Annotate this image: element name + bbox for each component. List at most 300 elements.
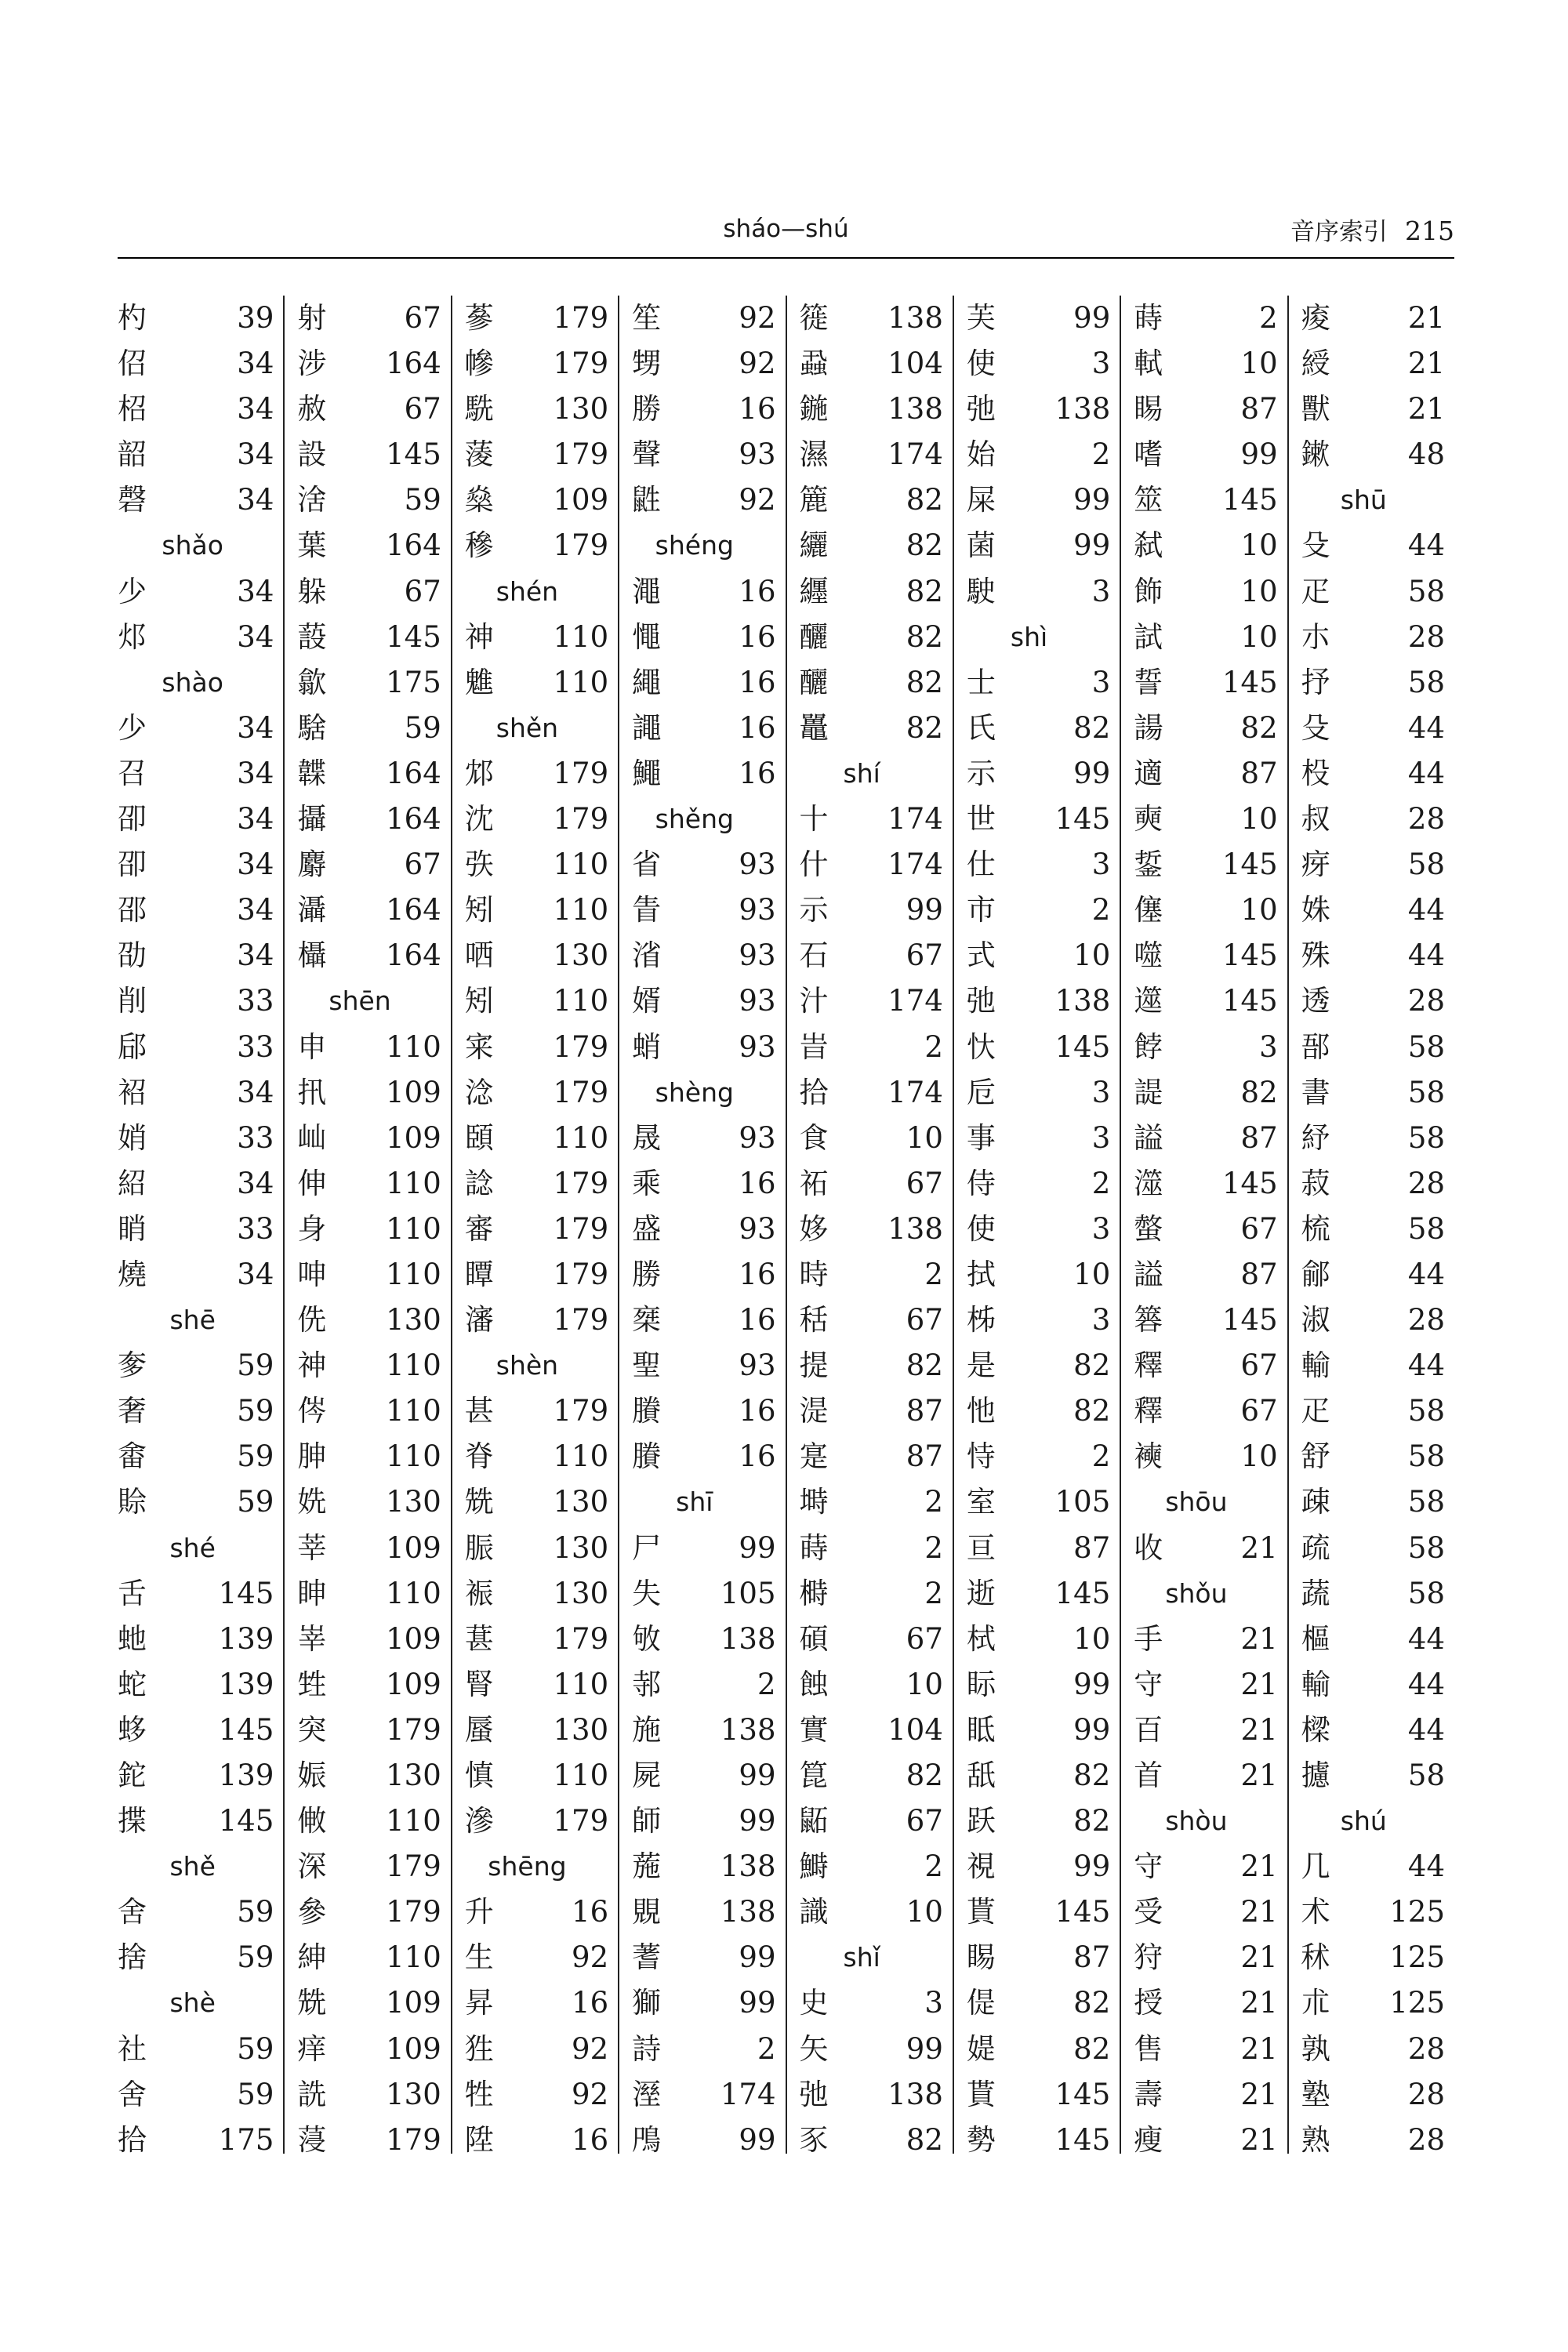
index-entry [954, 1844, 1120, 1889]
index-entry [285, 1889, 450, 1935]
index-entry [285, 1526, 450, 1571]
entry-character: 卲 [118, 802, 147, 837]
entry-character: 涉 [297, 347, 327, 381]
entry-page: 44 [1407, 1712, 1445, 1747]
index-label [1290, 212, 1454, 247]
index-entry [954, 1070, 1120, 1116]
entry-character: 失 [632, 1576, 662, 1610]
index-entry [118, 341, 283, 387]
index-entry [1121, 1434, 1287, 1479]
entry-character: 售 [1134, 2031, 1163, 2066]
index-entry [619, 1526, 785, 1571]
entry-page: 145 [1222, 984, 1278, 1018]
index-entry [787, 569, 953, 615]
entry-character: 神 [297, 1348, 327, 1383]
entry-character: 脤 [464, 1530, 494, 1565]
entry-page: 67 [1240, 1211, 1278, 1246]
index-entry [787, 842, 953, 887]
entry-character: 淰 [464, 1075, 494, 1109]
pinyin-heading: shōu [1165, 1486, 1228, 1518]
entry-page: 125 [1389, 1986, 1445, 2020]
entry-page: 105 [1054, 1485, 1111, 1519]
entry-character: 勝 [632, 1257, 662, 1291]
index-entry [954, 341, 1120, 387]
index-entry [285, 1116, 450, 1161]
entry-character: 葚 [464, 1621, 494, 1656]
index-entry [118, 1753, 283, 1798]
entry-page: 93 [739, 984, 776, 1018]
entry-character: 弛 [966, 392, 996, 426]
entry-character: 乘 [632, 1166, 662, 1200]
index-entry [452, 2072, 618, 2118]
entry-page: 16 [739, 392, 776, 426]
entry-character: 蝕 [799, 1667, 829, 1701]
index-entry [619, 296, 785, 341]
entry-page: 2 [1091, 893, 1111, 927]
index-entry [1121, 1025, 1287, 1070]
entry-character: 瞫 [464, 1257, 494, 1291]
entry-page: 174 [887, 848, 943, 882]
entry-page: 59 [237, 1895, 274, 1929]
entry-character: 姺 [297, 1485, 327, 1519]
index-entry [1121, 887, 1287, 933]
index-entry [118, 2072, 283, 2118]
index-entry [118, 296, 283, 341]
entry-page: 179 [553, 1303, 609, 1338]
entry-page: 109 [386, 1120, 441, 1155]
index-entry [619, 933, 785, 978]
index-entry [787, 1116, 953, 1161]
index-entry [285, 1161, 450, 1207]
index-entry [619, 1798, 785, 1844]
index-entry [954, 296, 1120, 341]
entry-page: 58 [1407, 574, 1445, 608]
entry-page: 21 [1240, 1895, 1278, 1929]
entry-character: 屾 [297, 1120, 327, 1155]
entry-page: 109 [386, 1621, 441, 1656]
index-entry [1289, 341, 1454, 387]
index-entry [954, 887, 1120, 933]
index-entry [619, 1025, 785, 1070]
entry-character: 溼 [632, 2077, 662, 2111]
entry-page: 2 [1091, 437, 1111, 472]
entry-character: 諹 [1134, 710, 1163, 745]
entry-page: 130 [553, 938, 609, 973]
entry-page: 21 [1240, 1849, 1278, 1884]
index-entry [1289, 1753, 1454, 1798]
index-entry [118, 1116, 283, 1161]
entry-character: 騇 [297, 710, 327, 745]
entry-page: 33 [237, 1211, 274, 1246]
entry-page: 130 [386, 1485, 441, 1519]
entry-page: 59 [237, 2077, 274, 2111]
entry-page: 21 [1240, 1530, 1278, 1565]
index-entry [285, 887, 450, 933]
index-entry [619, 1935, 785, 1980]
entry-page: 10 [1240, 893, 1278, 927]
index-entry [787, 1662, 953, 1708]
entry-page: 130 [553, 392, 609, 426]
entry-page: 110 [553, 893, 609, 927]
entry-page: 93 [739, 437, 776, 472]
entry-character: 紹 [118, 1166, 147, 1200]
entry-page: 67 [404, 301, 441, 335]
entry-page: 21 [1240, 2031, 1278, 2066]
index-entry [285, 1252, 450, 1298]
index-entry [118, 978, 283, 1024]
index-entry [452, 1388, 618, 1434]
entry-character: 渻 [632, 938, 662, 973]
index-entry [452, 1662, 618, 1708]
entry-character: 魋 [464, 665, 494, 699]
entry-character: 韶 [118, 437, 147, 472]
entry-page: 179 [386, 1895, 441, 1929]
entry-character: 兟 [464, 1485, 494, 1519]
entry-page: 130 [386, 1759, 441, 1792]
entry-page: 28 [1407, 2031, 1445, 2066]
entry-page: 10 [906, 1120, 943, 1155]
index-entry [1289, 842, 1454, 887]
entry-character: 識 [799, 1895, 829, 1929]
entry-page: 44 [1407, 893, 1445, 927]
entry-character: 忚 [966, 1394, 996, 1428]
entry-character: 甥 [632, 347, 662, 381]
index-entry [285, 523, 450, 568]
entry-character: 尸 [632, 1530, 662, 1565]
entry-character: 舌 [118, 1576, 147, 1610]
entry-character: 簏 [799, 483, 829, 517]
index-entry [954, 1708, 1120, 1753]
index-entry [118, 1343, 283, 1388]
entry-page: 138 [1054, 984, 1111, 1018]
index-entry [452, 2118, 618, 2163]
entry-character: 郚 [1301, 1029, 1330, 1064]
pinyin-range: sháo—shú [723, 215, 849, 243]
index-entry [118, 842, 283, 887]
entry-page: 164 [386, 528, 441, 563]
entry-character: 邥 [464, 756, 494, 790]
entry-page: 59 [404, 710, 441, 745]
entry-page: 28 [1407, 2077, 1445, 2111]
entry-character: 受 [1134, 1895, 1163, 1929]
entry-page: 16 [739, 1394, 776, 1428]
entry-page: 67 [906, 1166, 943, 1200]
entry-character: 朮 [1301, 1986, 1330, 2020]
entry-character: 矧 [464, 893, 494, 927]
index-entry [787, 1798, 953, 1844]
entry-character: 鏉 [1301, 437, 1330, 472]
entry-page: 34 [237, 710, 274, 745]
index-entry [954, 2118, 1120, 2163]
entry-character: 視 [966, 1849, 996, 1884]
entry-page: 2 [1091, 1166, 1111, 1200]
index-entry [787, 1025, 953, 1070]
index-entry [285, 296, 450, 341]
pinyin-heading: shī [676, 1486, 713, 1518]
entry-page: 82 [906, 1759, 943, 1792]
entry-page: 125 [1389, 1895, 1445, 1929]
index-entry [954, 387, 1120, 432]
index-entry [954, 2027, 1120, 2072]
entry-page: 2 [1259, 301, 1278, 335]
entry-character: 媞 [966, 2031, 996, 2066]
entry-page: 145 [218, 1712, 274, 1747]
entry-character: 痠 [1301, 301, 1330, 335]
entry-page: 179 [553, 1621, 609, 1656]
index-entry [452, 1434, 618, 1479]
entry-character: 淑 [1301, 1303, 1330, 1338]
entry-page: 179 [553, 1029, 609, 1064]
entry-character: 釋 [1134, 1348, 1163, 1383]
entry-character: 矤 [464, 848, 494, 882]
index-entry [452, 1708, 618, 1753]
entry-page: 110 [386, 1166, 441, 1200]
entry-character: 蒔 [1134, 301, 1163, 335]
index-entry [1121, 842, 1287, 887]
entry-character: 眎 [966, 1667, 996, 1701]
index-entry [285, 1207, 450, 1252]
entry-character: 澠 [632, 574, 662, 608]
entry-page: 21 [1240, 1940, 1278, 1975]
entry-character: 駛 [966, 574, 996, 608]
entry-page: 34 [237, 347, 274, 381]
pinyin-heading: shěng [655, 804, 734, 835]
entry-page: 110 [553, 1667, 609, 1701]
entry-character: 世 [966, 802, 996, 837]
entry-page: 58 [1407, 1759, 1445, 1792]
entry-character: 試 [1134, 619, 1163, 654]
entry-page: 16 [572, 1895, 609, 1929]
index-entry [619, 1662, 785, 1708]
entry-page: 2 [924, 1530, 943, 1565]
entry-character: 疎 [1301, 1485, 1330, 1519]
entry-character: 劭 [118, 938, 147, 973]
entry-character: 事 [966, 1120, 996, 1155]
entry-page: 59 [237, 1485, 274, 1519]
pinyin-heading: shéng [655, 530, 734, 561]
entry-character: 釃 [799, 665, 829, 699]
entry-character: 諟 [1134, 1075, 1163, 1109]
index-entry [1121, 1252, 1287, 1298]
index-entry [118, 1662, 283, 1708]
index-entry [787, 1207, 953, 1252]
entry-page: 87 [1240, 392, 1278, 426]
index-entry [118, 1025, 283, 1070]
entry-page: 16 [739, 574, 776, 608]
index-entry [787, 1617, 953, 1662]
index-entry [954, 1617, 1120, 1662]
entry-page: 10 [1240, 802, 1278, 837]
entry-character: 抒 [1301, 665, 1330, 699]
index-entry [452, 887, 618, 933]
entry-page: 44 [1407, 1849, 1445, 1884]
entry-character: 婿 [632, 984, 662, 1018]
entry-page: 179 [553, 1394, 609, 1428]
entry-page: 59 [237, 1348, 274, 1383]
entry-page: 109 [386, 1530, 441, 1565]
entry-character: 杸 [1301, 756, 1330, 790]
entry-character: 始 [966, 437, 996, 472]
entry-page: 34 [237, 392, 274, 426]
index-entry [787, 1434, 953, 1479]
index-entry [619, 387, 785, 432]
entry-page: 82 [906, 710, 943, 745]
index-entry [787, 978, 953, 1024]
pinyin-heading: shòu [1165, 1806, 1228, 1837]
entry-page: 58 [1407, 1576, 1445, 1610]
entry-character: 獸 [1301, 392, 1330, 426]
entry-character: 纚 [799, 528, 829, 563]
entry-character: 卮 [966, 1075, 996, 1109]
entry-page: 109 [386, 1667, 441, 1701]
index-columns [118, 296, 1454, 2157]
index-entry [118, 1252, 283, 1298]
entry-character: 飾 [1134, 574, 1163, 608]
entry-character: 首 [1134, 1759, 1163, 1792]
entry-page: 82 [906, 1348, 943, 1383]
entry-page: 110 [386, 1257, 441, 1291]
pinyin-heading: shǒu [1165, 1577, 1228, 1609]
header-rule [118, 257, 1454, 259]
entry-page: 44 [1407, 1348, 1445, 1383]
index-entry [954, 1753, 1120, 1798]
entry-character: 師 [632, 1804, 662, 1838]
entry-character: 跃 [966, 1804, 996, 1838]
entry-character: 史 [799, 1986, 829, 2020]
entry-character: 孰 [1301, 2031, 1330, 2066]
entry-character: 燒 [118, 1257, 147, 1291]
index-entry [1289, 296, 1454, 341]
entry-character: 授 [1134, 1986, 1163, 2020]
entry-page: 175 [386, 665, 441, 699]
entry-character: 峷 [297, 1621, 327, 1656]
entry-page: 21 [1240, 1621, 1278, 1656]
entry-page: 3 [1091, 347, 1111, 381]
index-entry [787, 1708, 953, 1753]
entry-page: 67 [1240, 1348, 1278, 1383]
entry-page: 67 [906, 1804, 943, 1838]
entry-page: 28 [1407, 1166, 1445, 1200]
entry-page: 110 [386, 1029, 441, 1064]
entry-character: 躲 [297, 574, 327, 608]
entry-page: 145 [1222, 1303, 1278, 1338]
entry-page: 92 [739, 483, 776, 517]
index-entry [285, 1025, 450, 1070]
entry-page: 82 [1073, 2031, 1111, 2066]
entry-page: 138 [720, 1621, 776, 1656]
entry-page: 59 [237, 1439, 274, 1474]
index-entry [619, 1571, 785, 1617]
pinyin-heading: shǐ [843, 1942, 880, 1973]
entry-page: 145 [1054, 1029, 1111, 1064]
entry-character: 書 [1301, 1075, 1330, 1109]
index-entry [619, 432, 785, 477]
index-entry [118, 569, 283, 615]
entry-page: 16 [572, 2122, 609, 2157]
index-entry [619, 1388, 785, 1434]
index-entry [619, 2072, 785, 2118]
index-entry [285, 933, 450, 978]
index-entry [285, 1070, 450, 1116]
index-entry [118, 751, 283, 797]
entry-character: 蔎 [297, 619, 327, 654]
index-entry [452, 660, 618, 706]
index-entry [619, 1980, 785, 2026]
entry-character: 收 [1134, 1530, 1163, 1565]
entry-page: 99 [1240, 437, 1278, 472]
entry-page: 174 [887, 437, 943, 472]
index-entry [1121, 569, 1287, 615]
entry-page: 2 [924, 1849, 943, 1884]
entry-page: 110 [386, 1394, 441, 1428]
entry-page: 82 [1073, 1348, 1111, 1383]
entry-character: 睗 [1134, 392, 1163, 426]
index-entry [787, 2072, 953, 2118]
index-entry [787, 387, 953, 432]
entry-page: 16 [739, 665, 776, 699]
entry-character: 娋 [118, 1120, 147, 1155]
entry-character: 甚 [464, 1394, 494, 1428]
entry-page: 44 [1407, 756, 1445, 790]
index-entry [1289, 1935, 1454, 1980]
entry-character: 貰 [966, 1895, 996, 1929]
entry-character: 簭 [1134, 1303, 1163, 1338]
pinyin-heading: shé [169, 1532, 216, 1563]
entry-page: 21 [1240, 2077, 1278, 2111]
entry-page: 109 [553, 483, 609, 517]
index-entry [452, 341, 618, 387]
pinyin-heading: shì [1010, 621, 1048, 652]
pinyin-heading: shěn [495, 712, 559, 743]
entry-page: 82 [1073, 1804, 1111, 1838]
index-column [618, 296, 785, 2157]
entry-character: 敂 [632, 1621, 662, 1656]
index-entry [1289, 2118, 1454, 2163]
entry-character: 陞 [464, 2122, 494, 2157]
entry-page: 110 [386, 1211, 441, 1246]
index-entry [1121, 706, 1287, 751]
entry-character: 仕 [966, 848, 996, 882]
entry-page: 179 [553, 1166, 609, 1200]
entry-character: 蜃 [464, 1712, 494, 1747]
index-entry [954, 1526, 1120, 1571]
index-entry [1121, 660, 1287, 706]
index-entry [118, 1889, 283, 1935]
entry-page: 174 [887, 984, 943, 1018]
index-entry [954, 1889, 1120, 1935]
entry-page: 93 [739, 1211, 776, 1246]
index-entry [619, 1298, 785, 1343]
entry-character: 疨 [1301, 848, 1330, 882]
index-entry [1121, 1662, 1287, 1708]
index-entry [452, 1252, 618, 1298]
index-entry [118, 432, 283, 477]
index-entry [619, 569, 785, 615]
index-entry [787, 1889, 953, 1935]
entry-character: 寔 [799, 1439, 829, 1474]
index-entry [118, 1798, 283, 1844]
entry-character: 士 [966, 665, 996, 699]
entry-character: 軾 [1134, 347, 1163, 381]
entry-page: 67 [1240, 1394, 1278, 1428]
entry-page: 34 [237, 574, 274, 608]
index-column [451, 296, 618, 2157]
index-entry [954, 1388, 1120, 1434]
entry-page: 138 [720, 1712, 776, 1747]
entry-character: 熟 [1301, 2122, 1330, 2157]
entry-page: 67 [906, 1621, 943, 1656]
entry-character: 蛇 [118, 1667, 147, 1701]
